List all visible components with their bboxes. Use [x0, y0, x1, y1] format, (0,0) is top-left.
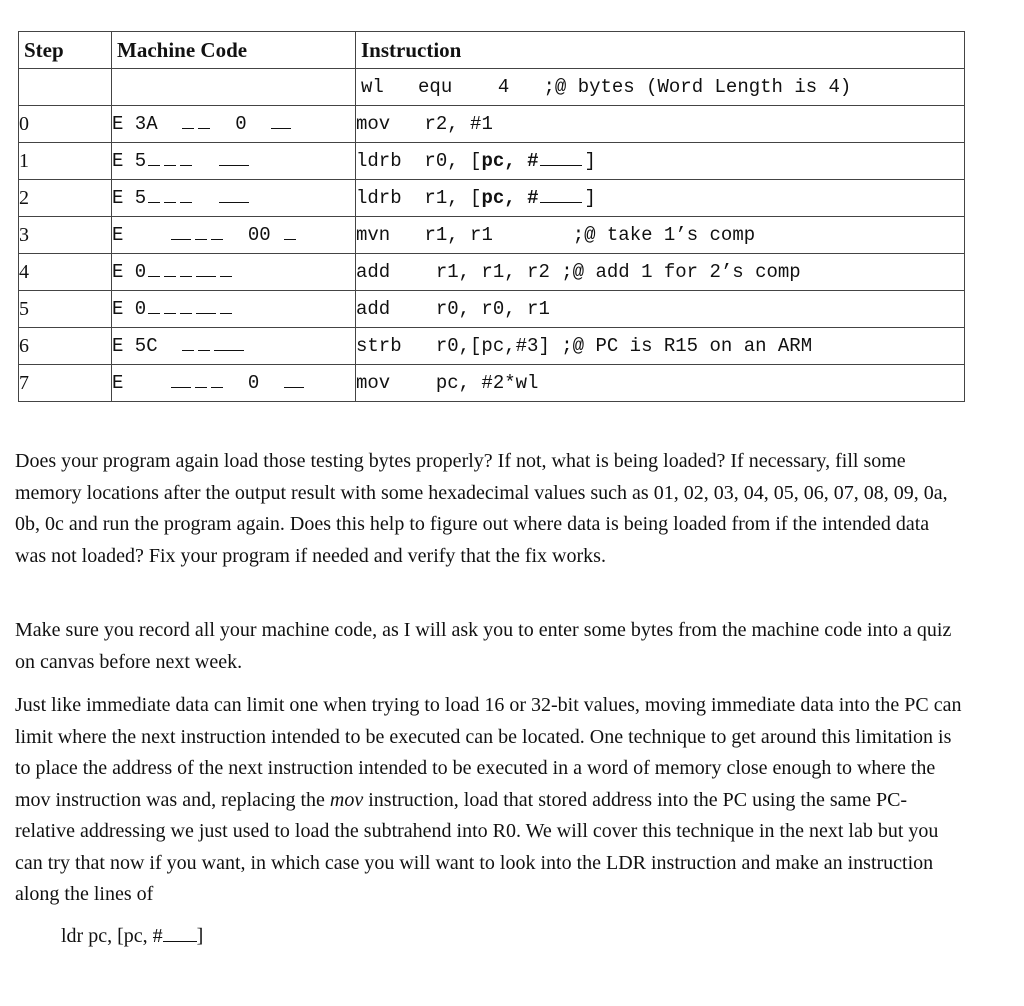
instruction-cell: ldrb r0, [pc, # ] — [356, 143, 965, 180]
header-instruction: Instruction — [356, 32, 965, 69]
instruction-cell: strb r0,[pc,#3] ;@ PC is R15 on an ARM — [356, 328, 965, 365]
machine-code-cell[interactable]: E 0 — [112, 365, 356, 402]
paragraph-record-machine-code: Make sure you record all your machine code, as I will ask you to enter some bytes from the machine code into a quiz on canvas before next week. — [15, 619, 952, 673]
answer-blank[interactable] — [163, 927, 197, 942]
machine-code-cell[interactable]: E 0 — [112, 291, 356, 328]
table-row — [19, 291, 965, 328]
machine-code-cell[interactable]: E 5C — [112, 328, 356, 365]
instruction-cell: mvn r1, r1 ;@ take 1’s comp — [356, 217, 965, 254]
table-row — [19, 328, 965, 365]
equ-comment: ;@ bytes (Word Length is 4) — [543, 76, 852, 98]
table-row — [19, 106, 965, 143]
step-number: 0 — [19, 106, 112, 143]
step-number: 7 — [19, 365, 112, 402]
step-number: 6 — [19, 328, 112, 365]
instruction-cell: add r0, r0, r1 — [356, 291, 965, 328]
table-row — [19, 365, 965, 402]
table-header-row — [19, 32, 965, 69]
equ-label: wl — [361, 76, 384, 98]
paragraph-pc-technique: Just like immediate data can limit one when trying to load 16 or 32-bit values, moving immediate data into the PC can limit where the next instruction intended to be executed can be located. One technique to get around this limitation is to place the address of the next instruction intended to be executed in a word of memory close enough to where the mov instruction was and, replacing the mov instruction, load that stored address into the PC using the same PC-relative addressing we just used to load the subtrahend into R0. We will cover this technique in the next lab but you can try that now if you want, in which case you will want to look into the LDR instruction and make an instruction along the lines of — [15, 694, 962, 905]
header-step: Step — [19, 32, 112, 69]
machine-code-table — [18, 31, 965, 402]
instruction-cell: mov pc, #2*wl — [356, 365, 965, 402]
step-number: 2 — [19, 180, 112, 217]
ldr-example-line: ldr pc, [pc, # ] — [61, 925, 204, 947]
machine-code-cell[interactable]: E 00 — [112, 217, 356, 254]
table-row — [19, 254, 965, 291]
machine-code-cell[interactable]: E 0 — [112, 254, 356, 291]
machine-code-cell[interactable]: E 3A 0 — [112, 106, 356, 143]
equ-args: 4 — [497, 76, 510, 98]
machine-code-cell[interactable]: E 5 — [112, 143, 356, 180]
table-row — [19, 217, 965, 254]
step-number: 5 — [19, 291, 112, 328]
step-number: 4 — [19, 254, 112, 291]
instruction-cell: mov r2, #1 — [356, 106, 965, 143]
equ-op: equ — [418, 76, 453, 98]
paragraph-verify-loading: Does your program again load those testing bytes properly? If not, what is being loaded? If necessary, fill some memory locations after the output result with some hexadecimal values such as 01, 02, 03, 04, 05, 06, 07, 08, 09, 0a, 0b, 0c and run the program again. Does this help to figure out where data is being loaded from if the intended data was not loaded? Fix your program if needed and verify that the fix works. — [15, 450, 948, 567]
table-row — [19, 143, 965, 180]
step-number: 3 — [19, 217, 112, 254]
machine-code-cell[interactable]: E 5 — [112, 180, 356, 217]
header-machine-code: Machine Code — [112, 32, 356, 69]
table-row — [19, 180, 965, 217]
equ-instruction — [356, 69, 965, 106]
mov-emphasis: mov — [329, 788, 364, 811]
instruction-cell: add r1, r1, r2 ;@ add 1 for 2’s comp — [356, 254, 965, 291]
table-row-equ — [19, 69, 965, 106]
instruction-cell: ldrb r1, [pc, # ] — [356, 180, 965, 217]
step-number: 1 — [19, 143, 112, 180]
